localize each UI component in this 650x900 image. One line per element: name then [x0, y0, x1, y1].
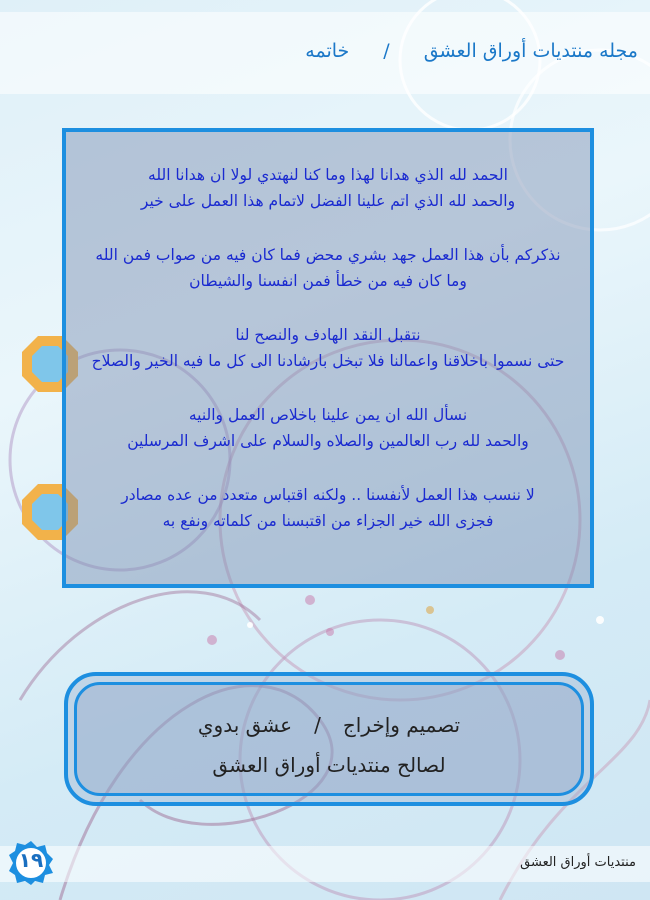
text-line: والحمد لله رب العالمين والصلاه والسلام على اشرف المرسلين — [127, 432, 529, 450]
credits-inner-frame — [74, 682, 584, 796]
credits-role: تصميم وإخراج — [342, 713, 461, 737]
page-header — [305, 40, 638, 62]
stanza — [66, 402, 590, 454]
text-line: والحمد لله الذي اتم علينا الفضل لاتمام هذا العمل على خير — [140, 192, 516, 210]
credits-design-line — [77, 713, 581, 737]
text-line: وما كان فيه من خطأ فمن انفسنا والشيطان — [189, 272, 467, 290]
page-number: ١٩ — [18, 848, 44, 872]
magazine-title: مجله منتديات أوراق العشق — [423, 40, 638, 62]
stanza — [66, 162, 590, 214]
section-title: خاتمه — [305, 40, 350, 62]
closing-text — [66, 162, 590, 562]
stanza — [66, 242, 590, 294]
stanza — [66, 482, 590, 534]
text-line: نذكركم بأن هذا العمل جهد بشري محض فما كان فيه من صواب فمن الله — [95, 246, 561, 264]
credits-author: عشق بدوي — [197, 713, 293, 737]
text-line: الحمد لله الذي هدانا لهذا وما كنا لنهتدي لولا ان هدانا الله — [148, 166, 508, 184]
footer-site-name: منتديات أوراق العشق — [520, 855, 636, 870]
text-line: حتى نسموا باخلاقنا واعمالنا فلا تبخل بارشادنا الى كل ما فيه الخير والصلاح — [91, 352, 565, 370]
credits-for-line: لصالح منتديات أوراق العشق — [212, 753, 446, 777]
text-line: نتقبل النقد الهادف والنصح لنا — [235, 326, 421, 344]
header-separator: / — [383, 40, 390, 62]
closing-text-box — [62, 128, 594, 588]
stanza — [66, 322, 590, 374]
text-line: نسأل الله ان يمن علينا باخلاص العمل والنيه — [188, 406, 468, 424]
credits-separator: / — [314, 713, 321, 737]
text-line: لا ننسب هذا العمل لأنفسنا .. ولكنه اقتباس متعدد من عده مصادر — [121, 486, 535, 504]
text-line: فجزى الله خير الجزاء من اقتبسنا من كلماته ونفع به — [162, 512, 494, 530]
credits-box — [64, 672, 594, 806]
